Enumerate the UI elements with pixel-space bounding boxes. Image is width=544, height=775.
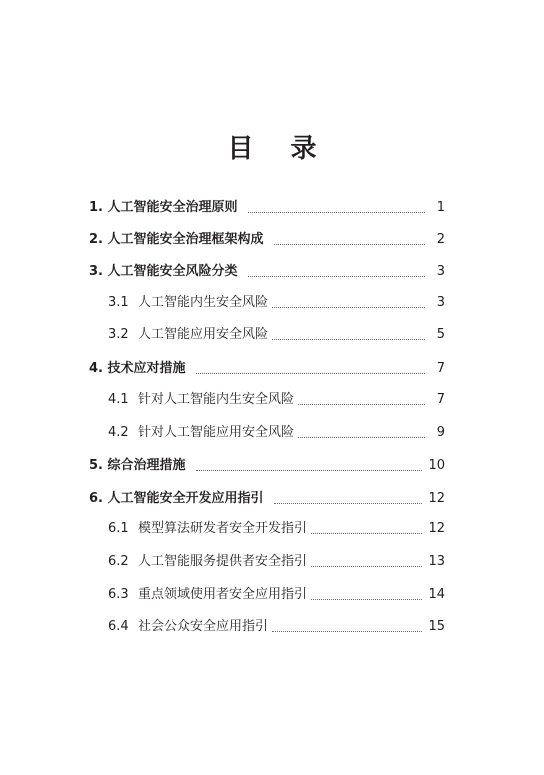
toc-entry-number: 4.1: [108, 392, 129, 407]
dot-leader: [298, 403, 425, 405]
dot-leader: [196, 469, 423, 471]
toc-entry-label: 针对人工智能应用安全风险: [138, 425, 295, 440]
toc-entry-6-4[interactable]: [108, 617, 445, 637]
toc-entry-label: 6. 人工智能安全开发应用指引: [89, 491, 264, 506]
toc-entry-6-2[interactable]: [108, 552, 445, 572]
toc-entry-number: 6.1: [108, 521, 129, 536]
toc-entry-3-2[interactable]: [108, 325, 445, 345]
toc-entry-number: 3.2: [108, 327, 129, 342]
toc-entry-label: 3. 人工智能安全风险分类: [89, 264, 238, 279]
toc-entry-page: 12: [428, 521, 445, 536]
toc-entry-page: 12: [428, 491, 445, 506]
toc-entry-label: 人工智能内生安全风险: [138, 295, 269, 310]
toc-entry-label: 4. 技术应对措施: [89, 361, 186, 376]
dot-leader: [311, 598, 422, 600]
toc-entry-page: 15: [428, 619, 445, 634]
page-title: 目 录: [227, 134, 331, 164]
dot-leader: [272, 306, 425, 308]
toc-entry-label: 人工智能应用安全风险: [138, 327, 269, 342]
toc-entry-label: 模型算法研发者安全开发指引: [138, 521, 308, 536]
toc-entry-1[interactable]: [89, 198, 445, 218]
toc-entry-page: 7: [436, 361, 445, 376]
toc-entry-label: 针对人工智能内生安全风险: [138, 392, 295, 407]
toc-entry-4-1[interactable]: [108, 390, 445, 410]
toc-entry-label: 社会公众安全应用指引: [138, 619, 269, 634]
toc-entry-page: 5: [436, 327, 445, 342]
toc-entry-label: 人工智能服务提供者安全指引: [138, 554, 308, 569]
toc-entry-6-3[interactable]: [108, 585, 445, 605]
toc-entry-number: 6.3: [108, 587, 129, 602]
toc-entry-label: 5. 综合治理措施: [89, 458, 186, 473]
dot-leader: [311, 532, 422, 534]
toc-entry-number: 6.4: [108, 619, 129, 634]
toc-entry-page: 14: [428, 587, 445, 602]
toc-entry-label: 重点领域使用者安全应用指引: [138, 587, 308, 602]
dot-leader: [298, 436, 425, 438]
toc-entry-page: 7: [436, 392, 445, 407]
toc-entry-page: 9: [436, 425, 445, 440]
dot-leader: [272, 338, 425, 340]
toc-entry-6[interactable]: [89, 489, 445, 509]
dot-leader: [248, 211, 425, 213]
toc-entry-page: 3: [436, 264, 445, 279]
toc-entry-3[interactable]: [89, 262, 445, 282]
toc-entry-3-1[interactable]: [108, 293, 445, 313]
toc-entry-page: 2: [436, 232, 445, 247]
toc-entry-page: 3: [436, 295, 445, 310]
toc-entry-6-1[interactable]: [108, 519, 445, 539]
toc-entry-number: 3.1: [108, 295, 129, 310]
toc-entry-label: 1. 人工智能安全治理原则: [89, 200, 238, 215]
dot-leader: [248, 275, 425, 277]
toc-entry-page: 1: [436, 200, 445, 215]
dot-leader: [274, 243, 425, 245]
dot-leader: [272, 630, 422, 632]
toc-entry-2[interactable]: [89, 230, 445, 250]
toc-entry-page: 10: [428, 458, 445, 473]
toc-entry-number: 4.2: [108, 425, 129, 440]
dot-leader: [311, 565, 422, 567]
toc-entry-number: 6.2: [108, 554, 129, 569]
dot-leader: [274, 502, 423, 504]
toc-entry-page: 13: [428, 554, 445, 569]
toc-entry-4[interactable]: [89, 359, 445, 379]
toc-entry-5[interactable]: [89, 456, 445, 476]
dot-leader: [196, 372, 425, 374]
toc-entry-4-2[interactable]: [108, 423, 445, 443]
toc-entry-label: 2. 人工智能安全治理框架构成: [89, 232, 264, 247]
